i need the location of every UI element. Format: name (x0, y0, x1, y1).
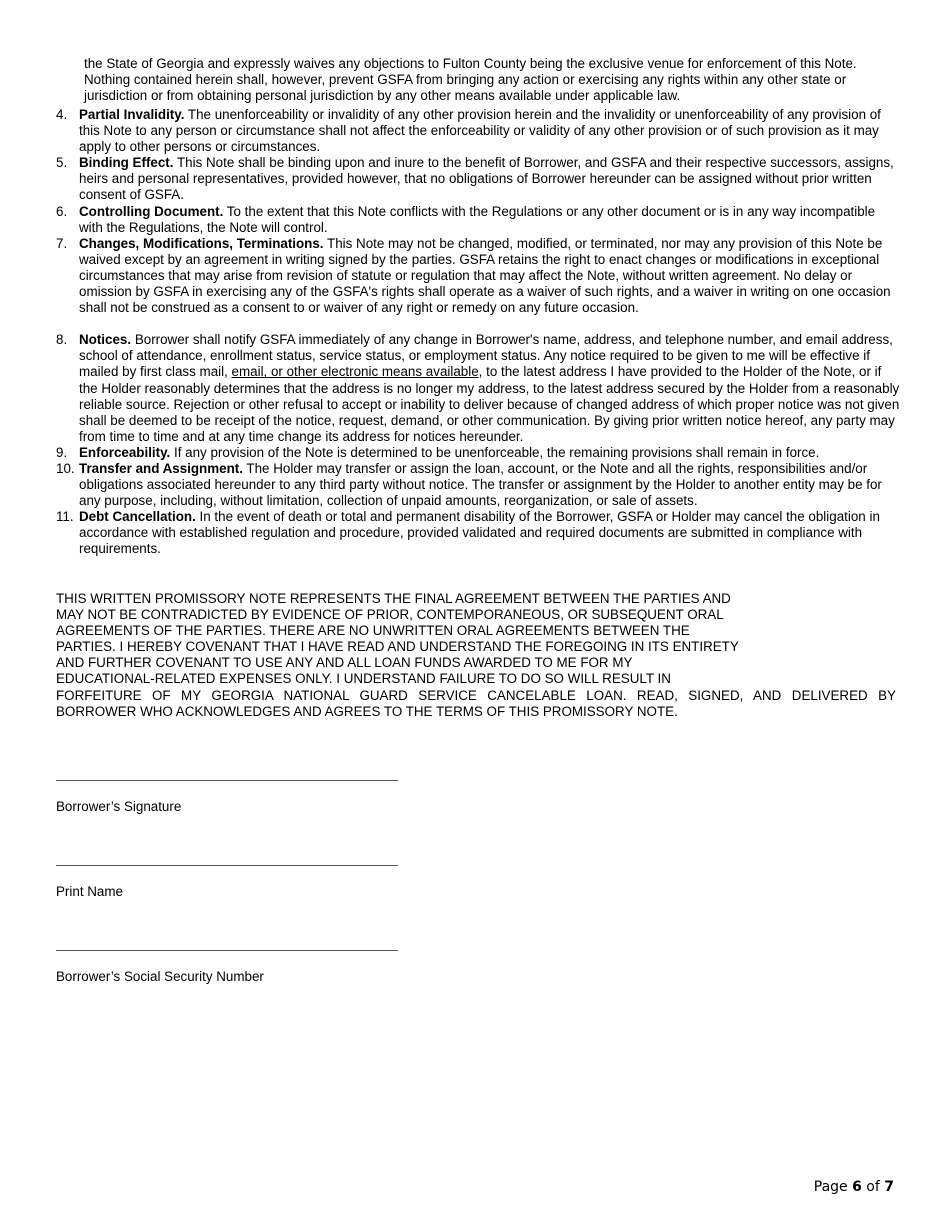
signature-line[interactable] (56, 780, 398, 781)
item-text: If any provision of the Note is determined to be unenforceable, the remaining provisions shall remain in force. (170, 444, 820, 460)
item-number: 6. (56, 203, 68, 219)
item-text: Borrower shall notify GSFA immediately of any change in Borrower's name, address, and telephone number, and email address, school of attendance, enrollment status, service status, or employment status. Any notice required to be given to me will be effective if mailed by first class mail, (79, 332, 893, 380)
item-number: 10. (56, 460, 75, 476)
item-title: Partial Invalidity. (79, 107, 185, 122)
item-text: The Holder may transfer or assign the loan, account, or the Note and all the rights, responsibilities and/or obligations associated hereunder to any third party without notice. The transfer or assignment by the Holder to another entity may be for any purpose, including, without limitation, collection of unpaid amounts, reorganization, or sale of assets. (79, 460, 882, 509)
item-number: 9. (56, 444, 68, 460)
item-number: 5. (56, 155, 68, 171)
list-item (56, 332, 901, 445)
statement-line: AGREEMENTS OF THE PARTIES. THERE ARE NO UNWRITTEN ORAL AGREEMENTS BETWEEN THE (56, 623, 690, 639)
item-text: , to the latest address I have provided to the Holder of the Note, or if the Holder reasonably determines that the address is no longer my address, to the latest address secured by the Holder from a reasonably reliable source. Rejection or other refusal to accept or inability to deliver because of changed address of which proper notice was not given shall be deemed to be receipt of the notice, request, demand, or other communication. By giving prior written notice hereof, any party may from time to time and at any time change its address for notices hereunder. (79, 364, 900, 444)
ssn-label: Borrower’s Social Security Number (56, 969, 264, 984)
statement-line: BORROWER WHO ACKNOWLEDGES AND AGREES TO THE TERMS OF THIS PROMISSORY NOTE. (56, 703, 678, 719)
of-word: of (861, 1179, 885, 1195)
final-agreement-statement (56, 591, 896, 720)
item-title: Notices. (79, 332, 132, 348)
item-text: This Note may not be changed, modified, or terminated, nor may any provision of this Note be waived except by an agreement in writing signed by the parties. GSFA retains the right to enact changes or modifications in exceptional circumstances that may arise from revision of statute or regulation that may affect the Note, without written agreement. No delay or omission by GSFA in exercising any of the GSFA's rights shall operate as a waiver of such rights, and a waiver in writing on one occasion shall not be construed as a consent to or waiver of any right or remedy on any future occasion. (79, 235, 891, 316)
intro-paragraph: the State of Georgia and expressly waives any objections to Fulton County being the exclusive venue for enforcement of this Note. Nothing contained herein shall, however, prevent GSFA from bringing any action or exercising any rights within any other state or jurisdiction or from obtaining personal jurisdiction by any other means available under applicable law. (84, 56, 857, 104)
item-title: Transfer and Assignment. (79, 460, 243, 476)
underlined-text: email, or other electronic means available (231, 364, 479, 380)
item-title: Enforceability. (79, 444, 171, 460)
item-text: To the extent that this Note conflicts with the Regulations or any other document or is in any way incompatible with the Regulations, the Note will control. (79, 203, 876, 235)
item-title: Debt Cancellation. (79, 509, 196, 525)
item-title: Binding Effect. (79, 155, 174, 171)
item-text: In the event of death or total and permanent disability of the Borrower, GSFA or Holder may cancel the obligation in accordance with established regulation and procedure, provided validated and required documents are submitted in compliance with requirements. (79, 509, 880, 557)
item-title: Changes, Modifications, Terminations. (79, 235, 324, 251)
list-item (56, 236, 901, 316)
list-item (56, 155, 901, 203)
statement-line: EDUCATIONAL-RELATED EXPENSES ONLY. I UNDERSTAND FAILURE TO DO SO WILL RESULT IN (56, 671, 671, 687)
total-pages: 7 (884, 1179, 894, 1195)
list-item (56, 107, 901, 155)
page-word: Page (813, 1179, 853, 1195)
list-item (56, 445, 901, 461)
statement-line: MAY NOT BE CONTRADICTED BY EVIDENCE OF PRIOR, CONTEMPORANEOUS, OR SUBSEQUENT ORAL (56, 607, 724, 623)
statement-line: THIS WRITTEN PROMISSORY NOTE REPRESENTS THE FINAL AGREEMENT BETWEEN THE PARTIES AND (56, 591, 731, 606)
statement-line: AND FURTHER COVENANT TO USE ANY AND ALL LOAN FUNDS AWARDED TO ME FOR MY (56, 655, 633, 671)
list-item (56, 509, 901, 557)
ssn-line[interactable] (56, 950, 398, 951)
item-number: 4. (56, 107, 68, 122)
list-item (56, 204, 901, 236)
statement-line: FORFEITURE OF MY GEORGIA NATIONAL GUARD SERVICE CANCELABLE LOAN. READ, SIGNED, AND DELIVERED BY (56, 687, 896, 703)
page-number (814, 1179, 894, 1195)
current-page: 6 (852, 1179, 862, 1195)
statement-line: PARTIES. I HEREBY COVENANT THAT I HAVE READ AND UNDERSTAND THE FOREGOING IN ITS ENTIRETY (56, 639, 739, 655)
print-name-line[interactable] (56, 865, 398, 866)
item-text: The unenforceability or invalidity of any other provision herein and the invalidity or unenforceability of any provision of this Note to any person or circumstance shall not affect the enforceability or validity of any other provision or of such provision as it may apply to other persons or circumstances. (79, 107, 881, 155)
item-number: 11. (56, 509, 74, 525)
item-number: 8. (56, 332, 68, 348)
signature-label: Borrower’s Signature (56, 799, 182, 814)
list-item (56, 461, 901, 509)
item-number: 7. (56, 235, 68, 251)
item-text: This Note shall be binding upon and inure to the benefit of Borrower, and GSFA and their respective successors, assigns, heirs and personal representatives, provided however, that no obligations of Borrower hereunder can be assigned without prior written consent of GSFA. (79, 155, 894, 203)
spacer (56, 316, 901, 332)
item-title: Controlling Document. (79, 203, 224, 219)
print-name-label: Print Name (56, 884, 123, 899)
provisions-list (56, 107, 901, 558)
